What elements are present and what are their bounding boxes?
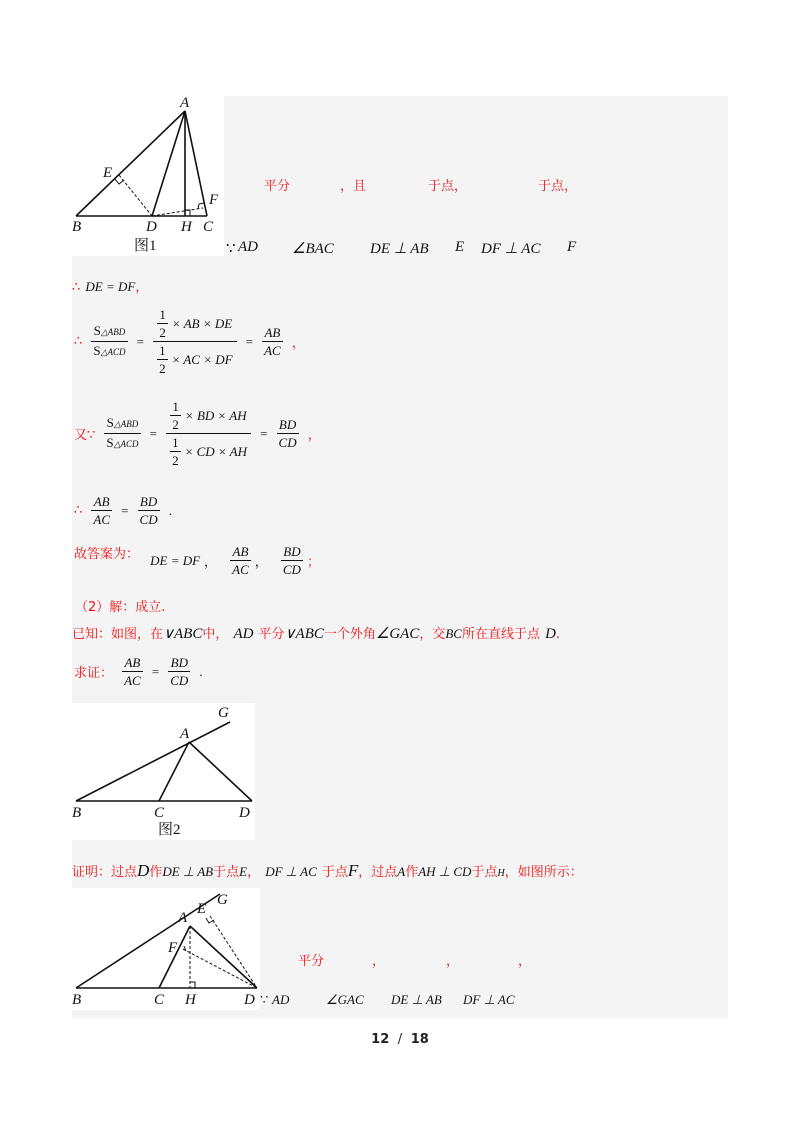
fig2-label-C: C (154, 805, 165, 821)
area-ratio-fraction (91, 322, 127, 361)
proof-text: ， (247, 865, 261, 880)
fig1-label-D: D (146, 219, 157, 235)
fig3-label-F: F (168, 940, 178, 956)
line1-AD: AD (238, 239, 258, 255)
therefore-symbol: ∴ (72, 280, 81, 295)
fig3-label-C: C (154, 992, 165, 1008)
half-den: 2 (172, 453, 179, 468)
area-subscript: △ACD (113, 439, 139, 449)
known-text: 已知：如图，在 (72, 627, 164, 642)
fraction-AB-AC (230, 543, 251, 578)
fig3-label-G: G (217, 892, 228, 908)
known-text: . (555, 627, 561, 642)
area-ratio-fraction (104, 414, 140, 453)
proof-text: 于点 (321, 865, 348, 880)
half-fraction (170, 434, 181, 469)
line4: 又∵ $\frac{\text{S△ABD}}{\text{S△ACD}}$ = $\frac{1}{2}$ × BD × AH $\frac{1}{2}$ × CD × AH = $\frac{BD}{CD}$ ， (74, 399, 321, 468)
frac-num: BD (281, 543, 303, 561)
line1-yudian2: 于点， (538, 179, 578, 194)
area-subscript: △ABD (113, 419, 139, 429)
half-num: 1 (159, 307, 166, 322)
fig3-label-A: A (178, 910, 188, 926)
proof-text: 作 (405, 865, 419, 880)
area-subscript: △ACD (100, 347, 126, 357)
half-num: 1 (172, 435, 179, 450)
line3-end: ， (291, 336, 305, 351)
rhs-num: BD (277, 416, 299, 434)
fig1-label-C: C (203, 219, 214, 235)
half-fraction (157, 342, 168, 377)
therefore-symbol: ∴ (74, 334, 83, 349)
proof-A: A (397, 864, 406, 879)
area-symbol: S (106, 415, 114, 430)
area-formula-fraction (153, 306, 237, 377)
last-pingfen: 平分 (298, 954, 325, 969)
fraction-BD-CD (281, 543, 303, 578)
last-because: ∵ (260, 992, 269, 1007)
line1-because: ∵ (226, 241, 236, 257)
line1-DF-perp-AC: DF ⊥ AC (481, 241, 541, 257)
fig2-label-D: D (239, 805, 250, 821)
proof-AH-perp-CD: AH ⊥ CD (418, 864, 472, 879)
half-fraction (170, 398, 181, 433)
line4-prefix: 又∵ (74, 428, 96, 443)
rhs-den: AC (264, 343, 281, 358)
frac-num: BD (168, 654, 190, 672)
frac-num: BD (138, 493, 160, 511)
area-symbol: S (93, 343, 101, 358)
known-text: 一个外角 (323, 627, 376, 642)
part2-title: （2）解：成立. (75, 600, 166, 615)
rhs-fraction (262, 324, 283, 359)
frac-den: CD (282, 562, 301, 577)
line1-qie: ，且 (340, 179, 367, 194)
fraction-AB-AC (122, 654, 143, 689)
figure-3-diagram (72, 888, 260, 1010)
line3: ∴ $\frac{\text{S△ABD}}{\text{S△ACD}}$ = $\frac{1}{2}$ × AB × DE $\frac{1}{2}$ × AC × DF = $\frac{AB}{AC}$ ， (74, 307, 305, 376)
known-AD: AD (233, 626, 254, 642)
fraction-AB-AC (91, 493, 112, 528)
numerator-expr: × BD × AH (184, 408, 247, 423)
numerator-expr: × AB × DE (171, 316, 233, 331)
proof-DF-perp-AC: DF ⊥ AC (265, 864, 317, 879)
proof-text: 作 (149, 865, 163, 880)
known-text: 所在直线于点 (461, 627, 540, 642)
line2 (72, 276, 148, 295)
frac-num: AB (122, 654, 143, 672)
figure-1-diagram (72, 96, 224, 256)
page-current: 12 (371, 1032, 390, 1047)
proof-text: 证明：过点 (72, 865, 138, 880)
prove-end: . (199, 663, 203, 679)
figure-3 (72, 888, 260, 1010)
last-angle-GAC: ∠GAC (326, 992, 364, 1007)
fig2-label-G: G (218, 705, 229, 721)
proof-F: F (347, 861, 359, 880)
proof-text: 于点 (471, 865, 498, 880)
line5: ∴ $\frac{AB}{AC}$ = $\frac{BD}{CD}$ . (74, 494, 172, 527)
half-fraction (157, 306, 168, 341)
proof-text: ，过点 (358, 865, 398, 880)
frac-num: AB (91, 493, 112, 511)
known-triangle: ∨ABC (163, 626, 203, 642)
known-triangle: ∨ABC (284, 626, 324, 642)
last-comma3: ， (518, 954, 532, 969)
denominator-expr: × AC × DF (171, 352, 233, 367)
answer-sep: ， (204, 554, 218, 569)
answer-sep: ， (254, 554, 268, 569)
answer-expr: DE = DF (150, 552, 201, 568)
area-symbol: S (106, 435, 114, 450)
line1-angle-BAC: ∠BAC (292, 241, 334, 257)
half-num: 1 (159, 343, 166, 358)
answer-label: 故答案为： (74, 547, 140, 562)
proof-text: 于点 (213, 865, 240, 880)
proof-E: E (239, 864, 248, 879)
half-den: 2 (159, 361, 166, 376)
line2-expr: DE = DF (85, 279, 136, 294)
area-subscript: △ABD (100, 327, 126, 337)
proof-D: D (137, 861, 150, 880)
rhs-fraction (277, 416, 299, 451)
frac-den: AC (124, 673, 141, 688)
last-AD: AD (272, 992, 290, 1007)
line1-F: F (567, 239, 577, 255)
area-formula-fraction (166, 398, 251, 469)
fig1-caption: 图1 (134, 238, 157, 254)
fig1-label-E: E (103, 165, 113, 181)
fig1-label-H: H (181, 219, 192, 235)
known-line (72, 623, 560, 643)
half-den: 2 (172, 417, 179, 432)
last-DF-perp-AC: DF ⊥ AC (463, 992, 515, 1007)
half-num: 1 (172, 399, 179, 414)
fig1-label-B: B (72, 219, 82, 235)
line1-yudian1: 于点， (428, 179, 468, 194)
prove-label: 求证： (74, 666, 114, 681)
known-angle: ∠GAC (375, 626, 420, 642)
line1-pingfen: 平分 (264, 179, 291, 194)
last-comma1: ， (372, 954, 386, 969)
known-text: 中， (202, 627, 229, 642)
prove-line: 求证： $\frac{AB}{AC}$ = $\frac{BD}{CD}$ . (74, 655, 203, 688)
last-comma2: ， (446, 954, 460, 969)
fig1-label-F: F (209, 192, 219, 208)
frac-den: CD (139, 512, 158, 527)
line2-end: ， (135, 280, 149, 295)
known-D: D (545, 626, 556, 642)
frac-den: AC (93, 512, 110, 527)
answer-end: ； (306, 555, 320, 570)
line5-end: . (168, 502, 172, 518)
fig2-label-A: A (180, 726, 190, 742)
rhs-den: CD (278, 435, 297, 450)
proof-text: ，如图所示： (504, 865, 583, 880)
fig1-label-A: A (180, 96, 190, 111)
last-DE-perp-AB: DE ⊥ AB (391, 992, 442, 1007)
fig2-caption: 图2 (158, 822, 181, 838)
page-number (0, 1032, 800, 1047)
known-text: ，交 (419, 627, 446, 642)
figure-1 (72, 96, 224, 256)
fig3-label-E: E (197, 901, 207, 917)
denominator-expr: × CD × AH (184, 444, 248, 459)
half-den: 2 (159, 325, 166, 340)
answer-line (72, 543, 322, 578)
line1-DE-perp-AB: DE ⊥ AB (370, 241, 429, 257)
proof-H: H (497, 868, 505, 879)
frac-den: CD (170, 673, 189, 688)
figure-2-diagram (72, 703, 255, 840)
fig3-label-H: H (185, 992, 196, 1008)
line4-end: ， (307, 428, 321, 443)
frac-num: AB (230, 543, 251, 561)
frac-den: AC (232, 562, 249, 577)
fraction-BD-CD (168, 654, 190, 689)
therefore-symbol: ∴ (74, 503, 83, 518)
proof-line (72, 861, 583, 881)
proof-DE-perp-AB: DE ⊥ AB (162, 864, 214, 879)
page-separator: / (397, 1032, 403, 1047)
fraction-BD-CD (138, 493, 160, 528)
figure-2 (72, 703, 255, 840)
fig3-label-B: B (72, 992, 82, 1008)
known-text: 平分 (258, 627, 285, 642)
area-symbol: S (93, 323, 101, 338)
rhs-num: AB (262, 324, 283, 342)
page-total: 18 (410, 1032, 429, 1047)
known-BC: BC (445, 626, 462, 641)
fig2-label-B: B (72, 805, 82, 821)
line1-E: E (455, 239, 465, 255)
fig3-label-D: D (244, 992, 255, 1008)
